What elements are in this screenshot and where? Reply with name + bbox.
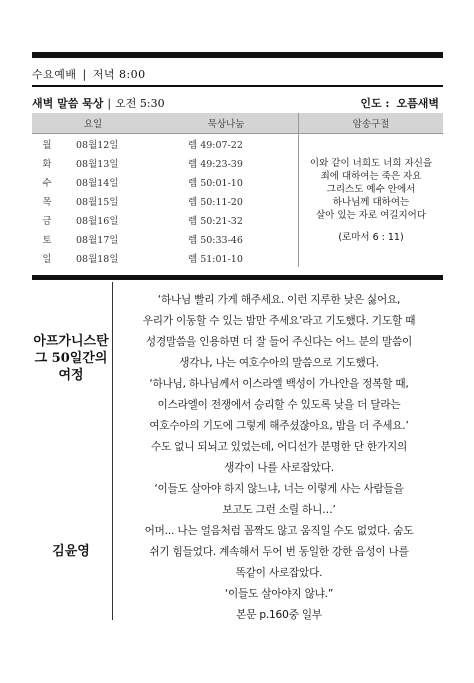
- article-title-line: 아프가니스탄: [33, 334, 109, 349]
- article-line: 생각이 나를 사로잡았다.: [224, 462, 334, 474]
- memory-verse-line: 이와 같이 너희도 너희 자신을: [309, 158, 433, 169]
- top-rule: [32, 52, 443, 58]
- service-info: [32, 66, 146, 82]
- column-header-meditation: 묵상나눔: [154, 113, 299, 134]
- memory-verse-line: 살아 있는 자로 여길지어다: [315, 210, 426, 221]
- column-header-memory-verse: 암송구절: [299, 113, 444, 134]
- row-date: 08월14일: [76, 177, 119, 189]
- article-title-line: 그 50일간의: [34, 351, 108, 366]
- service-time: 저녁 8:00: [92, 68, 146, 81]
- memory-verse-line: 하나님께 대하여는: [332, 197, 410, 208]
- row-day: 토: [42, 234, 52, 246]
- middle-rule: [32, 85, 443, 87]
- devotion-schedule-table: [32, 113, 443, 267]
- article-line: 우리가 이동할 수 있는 밤만 주세요’라고 기도했다. 기도할 때: [142, 315, 416, 327]
- article-line: 여호수아의 기도에 그렇게 해주셨잖아요, 밤을 더 주세요.’: [149, 420, 409, 432]
- separator: |: [82, 68, 87, 81]
- article-author: 김윤영: [52, 544, 90, 559]
- row-day: 일: [42, 253, 52, 265]
- row-day: 금: [42, 215, 52, 227]
- devotion-info: [32, 95, 443, 111]
- article-title-line: 여정: [58, 368, 84, 383]
- column-divider: [112, 282, 113, 620]
- article-line: 쉬기 힘들었다. 계속해서 두어 번 동일한 강한 음성이 나를: [149, 546, 409, 558]
- row-reference: 렘 50:11-20: [188, 196, 243, 208]
- memory-verse-line: 그리스도 예수 안에서: [326, 184, 416, 195]
- article-line: 수도 없니 되뇌고 있었는데, 어디선가 분명한 단 한가지의: [150, 441, 408, 453]
- bottom-rule: [32, 275, 443, 280]
- row-day: 월: [42, 139, 52, 151]
- article-line: ‘하나님, 하나님께서 이스라엘 백성이 가나안을 정복할 때,: [149, 378, 409, 390]
- devotion-time: 오전 5:30: [115, 97, 165, 110]
- row-reference: 렘 50:01-10: [188, 177, 243, 189]
- row-reference: 렘 50:33-46: [188, 234, 243, 246]
- article-line: 이스라엘이 전쟁에서 승리할 수 있도록 낮을 더 달라는: [157, 399, 401, 411]
- row-reference: 렘 49:23-39: [188, 158, 243, 170]
- article-line: ‘이들도 살아야 하지 않느냐, 너는 이렇게 사는 사람들을: [154, 483, 404, 495]
- article-line: 보고도 그런 소릴 하니…’: [222, 504, 336, 516]
- table-header-row: [32, 113, 443, 134]
- row-date: 08월12일: [76, 139, 119, 151]
- separator: |: [107, 97, 112, 110]
- row-day: 화: [42, 158, 52, 170]
- row-reference: 렘 51:01-10: [188, 253, 243, 265]
- row-date: 08월13일: [76, 158, 119, 170]
- memory-verse-line: 죄에 대하여는 죽은 자요: [320, 171, 422, 182]
- leader-name: 오픔새벽: [396, 97, 439, 110]
- memory-verse-source: (로마서 6 : 11): [338, 232, 404, 243]
- article-line: 성경말씀을 인용하면 더 잘 들어 주신다는 어느 분의 말씀이: [145, 336, 413, 348]
- leader-label: 인도 :: [360, 97, 390, 110]
- row-day: 목: [42, 196, 52, 208]
- row-reference: 렘 50:21-32: [188, 215, 243, 227]
- row-date: 08월18일: [76, 253, 119, 265]
- article-source: 본문 p.160중 일부: [236, 609, 322, 621]
- article-body: [116, 290, 442, 626]
- article-line: ‘하나님 빨리 가게 해주세요. 이런 지루한 낮은 싫어요,: [157, 294, 401, 306]
- memory-verse-cell: [299, 134, 444, 268]
- row-date: 08월17일: [76, 234, 119, 246]
- row-date: 08월15일: [76, 196, 119, 208]
- service-label: 수요예배: [32, 68, 77, 81]
- article-line: 어머... 나는 얼음처럼 꼼짝도 않고 움직일 수도 없었다. 숨도: [144, 525, 414, 537]
- article-line: ‘이들도 살아야지 않냐.”: [224, 588, 334, 600]
- row-day: 수: [42, 177, 52, 189]
- column-header-day: 요일: [32, 113, 154, 134]
- devotion-label: 새벽 말씀 묵상: [32, 97, 104, 110]
- leader-info: [360, 95, 439, 111]
- row-date: 08월16일: [76, 215, 119, 227]
- row-reference: 렘 49:07-22: [188, 139, 243, 151]
- article-line: 생각나, 나는 여호수아의 말씀으로 기도했다.: [179, 357, 379, 369]
- article-title: [32, 333, 110, 384]
- article-line: 똑같이 사로잡았다.: [235, 567, 323, 579]
- table-row: [32, 134, 443, 154]
